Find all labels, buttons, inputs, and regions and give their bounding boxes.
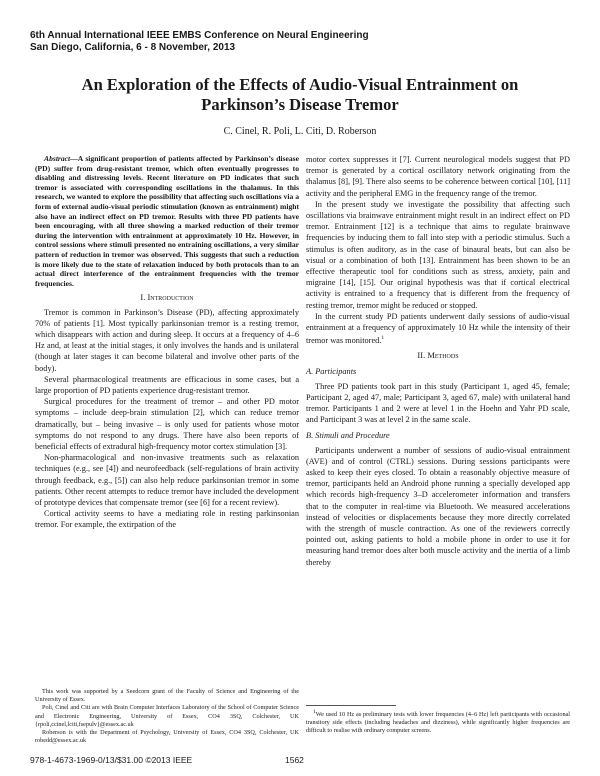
footnote-funding: This work was supported by a Seedcorn grant of the Faculty of Science and Engineering of the University of Essex. [35, 688, 299, 704]
footnote-marker: 1 [381, 335, 385, 342]
conference-name: 6th Annual International IEEE EMBS Conference on Neural Engineering [30, 30, 369, 41]
conference-header [30, 30, 570, 54]
paragraph-text: In the current study PD patients underwent daily sessions of audio-visual entrainment at a frequency of approximately 10 Hz while the intensity of their tremor was monitored. [306, 311, 570, 346]
footnote-divider [306, 705, 396, 706]
title-line-1: An Exploration of the Effects of Audio-Visual Entrainment on [81, 75, 519, 94]
abstract [35, 154, 299, 288]
footnote-frequency [306, 708, 570, 736]
paragraph: motor cortex suppresses it [7]. Current neurological models suggest that PD tremor is generated by a cortical oscillatory network originating from the thalamus [8], [9]. There also seems to be coherence between cortical [10], [11] activity and the peripheral EMG in the frequency range of the tremor. [306, 155, 570, 198]
paragraph: Participants underwent a number of sessions of audio-visual entrainment (AVE) and of control (CTRL) sessions. During sessions participants were asked to keep their eyes closed. To obtain a reasonably objective measure of tremor, participants held an Android phone running a specially developed app which records high-frequency 3–D accelerometer information and transfers that to the computer in real-time via Bluetooth. We measured accelerations instead of velocities or displacements because they more directly correlated with the strength of muscle contraction. As one of the reviewers correctly pointed out, asking patients to hold a mobile phone in order to use it for measuring hand tremor does alter both muscle activity and the inertia of a limb thereby [306, 445, 570, 567]
section-heading-methods: II. Methods [417, 350, 459, 361]
section-heading-introduction: I. Introduction [140, 292, 194, 303]
subsection-heading-stimuli: B. Stimuli and Procedure [306, 431, 390, 441]
left-column [35, 154, 299, 531]
right-footnotes [306, 702, 570, 736]
title-line-2: Parkinson’s Disease Tremor [201, 95, 399, 114]
footnote-text: We used 10 Hz as preliminary tests with lower frequencies (4–6 Hz) left participants with occasional transitory side effects (including headaches and dizziness), while significantly higher frequencies are difficult to realise with ordinary computer screens. [306, 711, 570, 735]
paper-title [40, 75, 560, 115]
paragraph: Surgical procedures for the treatment of tremor – and other PD motor symptoms – include deep-brain stimulation [2], which can reduce tremor dramatically, but – being invasive – is only used for patients whose motor symptoms do not respond to any drugs. There have also been reports of beneficial effects of extradural high-frequency motor cortex stimulation [3]. [35, 397, 299, 451]
footnote-affiliation: Roberson is with the Department of Psychology, University of Essex, CO4 3SQ, Colchester, UK robedd@essex.ac.uk [35, 729, 299, 745]
author-list: C. Cinel, R. Poli, L. Citi, D. Roberson [223, 126, 377, 137]
left-footnotes [35, 688, 299, 745]
abstract-text: A significant proportion of patients affected by Parkinson’s disease (PD) suffer from drug-resistant tremor, which often eventually progresses to disabling and distressing levels. Recent literature on PD indicates that such tremor is associated with corresponding oscillations in the thalamus. In this research, we wanted to explore the possibility that affecting such oscillations via a form of external audio-visual periodic stimulation (known as entrainment) might also have an indirect effect on PD tremor. Results with three PD patients have been encouraging, with all three showing a marked reduction of their tremor during the intervention with entrainment at approximately 10 Hz. However, in control sessions where stimuli presented no entraining oscillations, a very similar pattern of reduction in tremor was observed. This suggests that such a reduction is more likely due to the state of relaxation induced by both protocols than to an actual direct interference of the entrainment frequencies with the tremor frequencies. [35, 154, 299, 288]
paragraph: Non-pharmacological and non-invasive treatments such as relaxation techniques (e.g., see [4]) and neurofeedback (self-regulations of brain activity through feedback, e.g., [5]) can also help reduce parkinsonian tremor in some patients. Other recent attempts to reduce tremor have included the development of prototype devices that compensate tremor (see [6] for a recent review). [35, 453, 299, 507]
abstract-lead: Abstract— [44, 154, 78, 163]
paragraph [306, 311, 570, 346]
paragraph: Cortical activity seems to have a mediating role in resting parkinsonian tremor. For example, the extirpation of the [35, 509, 299, 530]
right-column [306, 154, 570, 568]
paragraph: Tremor is common in Parkinson’s Disease (PD), affecting approximately 70% of patients [1]. Most typically parkinsonian tremor is a resting tremor, which disappears with action and during sleep. It occurs at a frequency of 4–6 Hz and, at least at the initial stages, it only involves the hands and is unilateral (though at later stages it can become bilateral and involve other parts of the body). [35, 307, 299, 373]
paragraph: Several pharmacological treatments are efficacious in some cases, but a large proportion of PD patients experience drug-resistant tremor. [35, 374, 299, 395]
paragraph: Three PD patients took part in this study (Participant 1, aged 45, female; Participant 2, aged 47, male; Participant 3, aged 67, male) with unilateral hand tremor. Participants 1 and 2 were at level 1 in the Hoehn and Yahr PD scale, and Participant 3 was at level 2 in the same scale. [306, 381, 570, 425]
footnote-number: 1 [313, 709, 316, 715]
isbn-copyright: 978-1-4673-1969-0/13/$31.00 ©2013 IEEE [30, 755, 193, 765]
paragraph: In the present study we investigate the possibility that affecting such oscillations via brainwave entrainment might result in an indirect effect on PD tremor. Entrainment [12] is a technique that aims to regulate brainwave frequencies by inducing them to fall into step with a periodic stimulus. Such a stimulus is often auditory, as in the case of binaural beats, but can also be visual or a combination of both [13]. Entrainment has been shown to be an effective therapeutic tool for conditions such as stress, anxiety, pain and migraine [14], [15]. Our original hypothesis was that if cortical electrical activity is entrained to a frequency that is different from the frequency of resting tremor, tremor might be reduced or stopped. [306, 199, 570, 310]
footnote-affiliation: Poli, Cinel and Citi are with Brain Computer Interfaces Laboratory of the School of Computer Science and Electronic Engineering, University of Essex, CO4 3SQ, Colchester, UK {rpoli,ccinel,lciti,fsepulv}@essex.ac.uk [35, 704, 299, 728]
page-number: 1562 [285, 755, 304, 765]
conference-location: San Diego, California, 6 - 8 November, 2013 [30, 42, 236, 53]
subsection-heading-participants: A. Participants [306, 367, 357, 377]
